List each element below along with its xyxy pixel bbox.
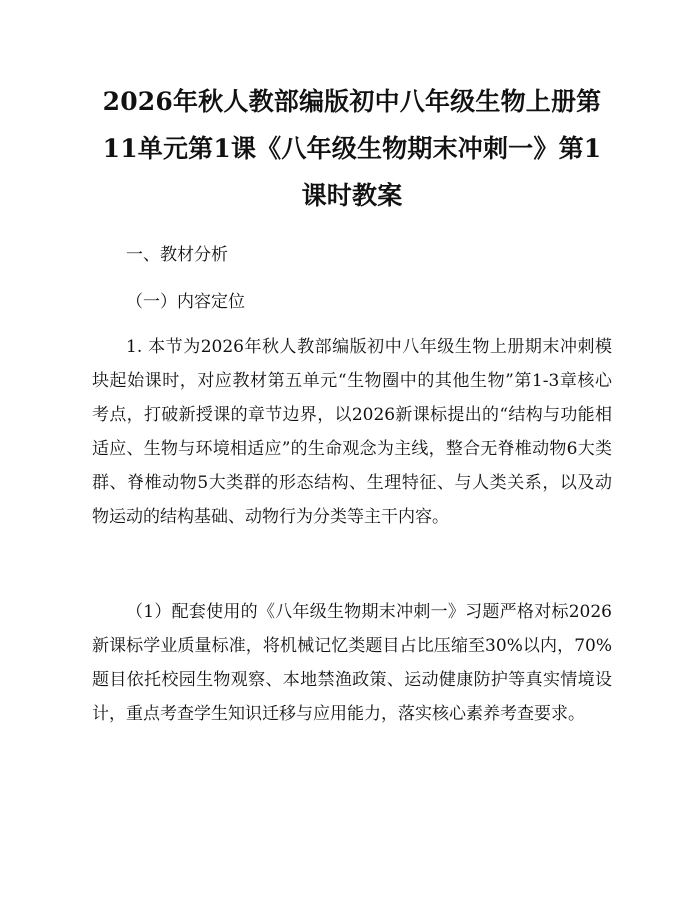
section-heading: 一、教材分析 — [126, 245, 228, 265]
content-paragraph-2: （1）配套使用的《八年级生物期末冲刺一》习题严格对标2026新课标学业质量标准，将机械记忆类题目占比压缩至30%以内，70%题目依托校园生物观察、本地禁渔政策、运动健康防护等真实情境设计，重点考查学生知识迁移与应用能力，落实核心素养考查要求。 — [92, 602, 612, 724]
document-title: 2026年秋人教部编版初中八年级生物上册第11单元第1课《八年级生物期末冲刺一》第1课时教案 — [102, 87, 602, 210]
subsection-heading: （一）内容定位 — [126, 292, 245, 312]
content-paragraph-1: 1. 本节为2026年秋人教部编版初中八年级生物上册期末冲刺模块起始课时，对应教材第五单元“生物圈中的其他生物”第1-3章核心考点，打破新授课的章节边界，以2026新课标提出的“结构与功能相适应、生物与环境相适应”的生命观念为主线，整合无脊椎动物6大类群、脊椎动物5大类群的形态结构、生理特征、与人类关系，以及动物运动的结构基础、动物行为分类等主干内容。 — [92, 337, 612, 527]
